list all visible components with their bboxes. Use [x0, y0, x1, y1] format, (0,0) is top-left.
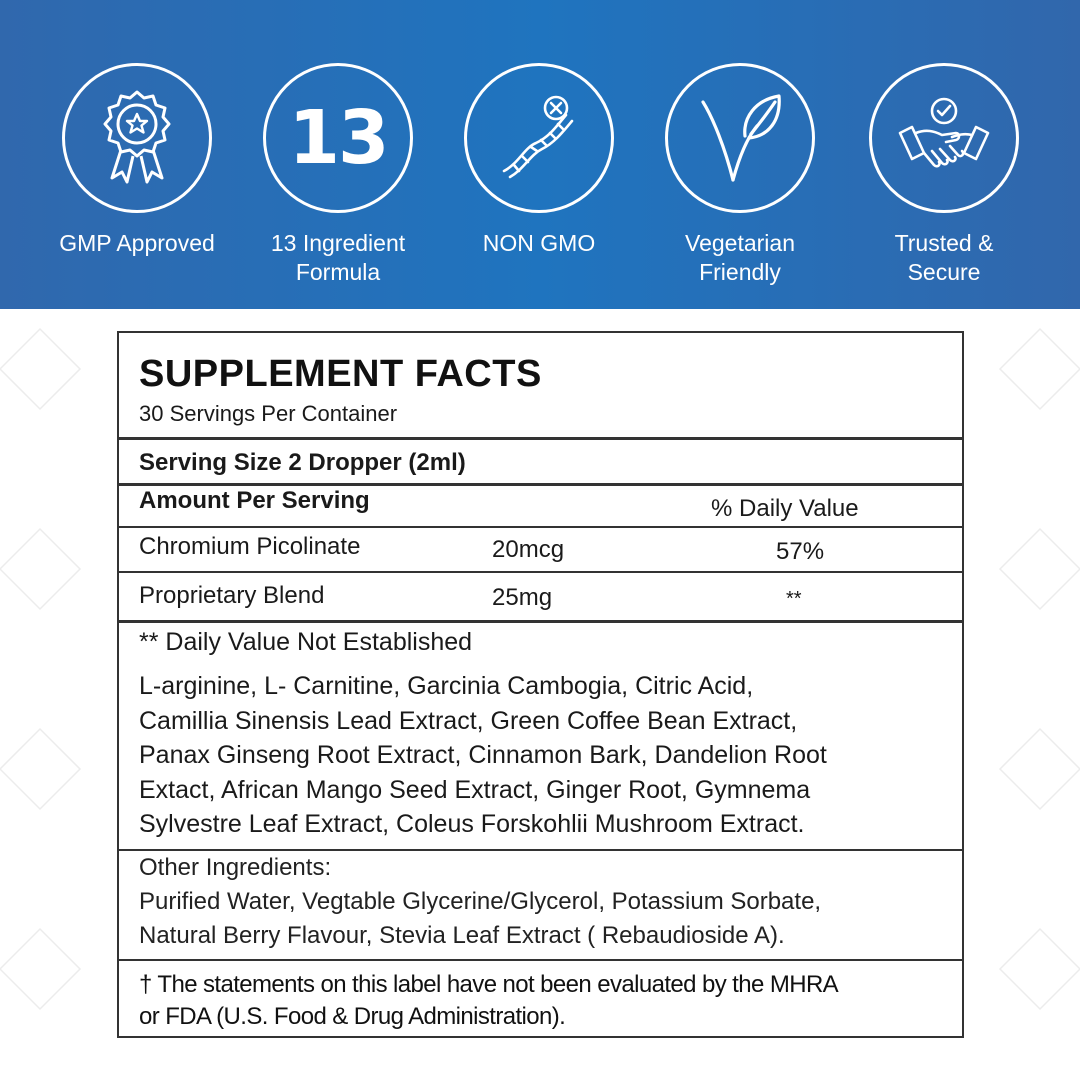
badge-circle: [869, 63, 1019, 213]
divider: [119, 620, 962, 623]
award-ribbon-icon: [92, 88, 182, 188]
other-ingredients-title: Other Ingredients:: [139, 854, 332, 881]
divider: [119, 526, 962, 528]
servings-per-container: 30 Servings Per Container: [139, 401, 398, 426]
handshake-check-icon: [894, 93, 994, 183]
dna-cross-icon: [494, 93, 584, 183]
amount-per-serving-header: Amount Per Serving: [139, 487, 370, 514]
number-13-icon: 13: [288, 95, 388, 181]
badge-label: 13 Ingredient Formula: [270, 230, 406, 285]
ingredient-daily-value: 57%: [776, 538, 825, 565]
facts-title: SUPPLEMENT FACTS: [139, 353, 542, 395]
badge-non-gmo: [429, 63, 649, 258]
other-line: Purified Water, Vegtable Glycerine/Glycerol, Potassium Sorbate,: [139, 888, 822, 915]
ingredient-amount: 25mg: [492, 584, 553, 611]
divider: [119, 571, 962, 573]
blend-line: Camillia Sinensis Lead Extract, Green Coffee Bean Extract,: [139, 706, 798, 735]
feature-banner: [0, 0, 1080, 309]
divider: [119, 437, 962, 440]
blend-line: Panax Ginseng Root Extract, Cinnamon Bark, Dandelion Root: [139, 741, 827, 769]
badge-circle: [263, 63, 413, 213]
supplement-facts-panel: [117, 331, 964, 1038]
disclaimer-line: † The statements on this label have not been evaluated by the MHRA: [139, 971, 839, 998]
ingredient-name: Chromium Picolinate: [139, 533, 361, 560]
disclaimer: [139, 969, 949, 1033]
blend-line: Extact, African Mango Seed Extract, Ginger Root, Gymnema: [139, 775, 811, 804]
disclaimer-line: or FDA (U.S. Food & Drug Administration).: [139, 1003, 566, 1030]
badge-circle: [464, 63, 614, 213]
daily-value-note: ** Daily Value Not Established: [139, 628, 473, 656]
badge-gmp: [27, 63, 247, 258]
badge-circle: [62, 63, 212, 213]
divider: [119, 483, 962, 486]
blend-line: Sylvestre Leaf Extract, Coleus Forskohlii Mushroom Extract.: [139, 810, 805, 838]
badge-label: Trusted & Secure: [894, 230, 994, 285]
badge-circle: [665, 63, 815, 213]
badge-label: NON GMO: [482, 230, 596, 256]
badge-vegetarian: [630, 63, 850, 287]
badge-trusted-secure: [834, 63, 1054, 287]
blend-line: L-arginine, L- Carnitine, Garcinia Cambogia, Citric Acid,: [139, 672, 754, 700]
other-line: Natural Berry Flavour, Stevia Leaf Extract ( Rebaudioside A).: [139, 922, 785, 949]
badge-13-ingredients: [228, 63, 448, 287]
proprietary-blend-ingredients: [139, 669, 827, 842]
ingredient-daily-value: **: [786, 588, 802, 610]
leaf-v-icon: [695, 88, 785, 188]
ingredient-name: Proprietary Blend: [139, 582, 325, 609]
badge-label: Vegetarian Friendly: [685, 230, 795, 285]
badge-label: GMP Approved: [59, 230, 215, 256]
divider: [119, 959, 962, 961]
other-ingredients: [139, 851, 821, 953]
daily-value-header: % Daily Value: [711, 495, 859, 522]
serving-size: Serving Size 2 Dropper (2ml): [139, 449, 466, 476]
ingredient-amount: 20mcg: [492, 536, 565, 563]
